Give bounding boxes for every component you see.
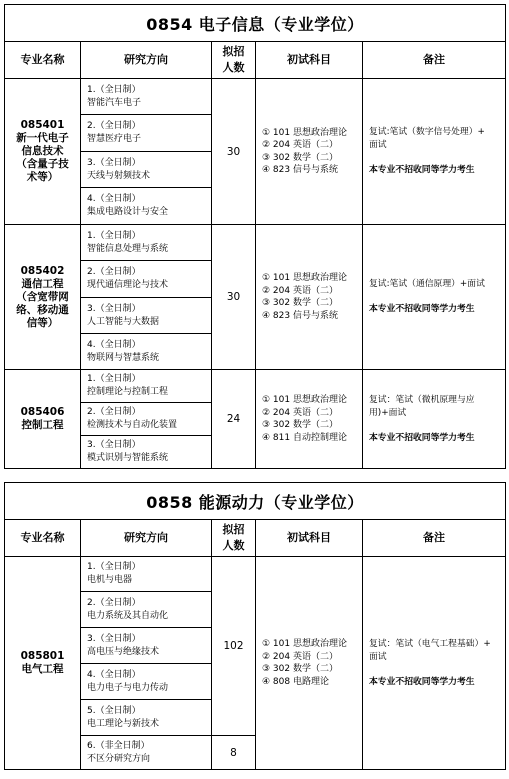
subject-item: ② 204 英语（二）: [262, 140, 338, 150]
subject-item: ③ 302 数学（二）: [262, 152, 338, 163]
direction-name: 控制理论与控制工程: [87, 387, 169, 397]
note-line: 用)+面试: [369, 407, 407, 418]
header-quota-line2: 人数: [222, 61, 245, 74]
direction-name: 人工智能与大数据: [87, 316, 160, 327]
header-quota-line1: 拟招: [222, 45, 245, 58]
direction-mode: 3.（全日制）: [87, 440, 141, 450]
header-quota-line2: 人数: [222, 539, 245, 552]
direction-mode: 4.（全日制）: [87, 194, 141, 204]
notes-cell: [363, 557, 506, 770]
direction-mode: 2.（全日制）: [87, 597, 141, 608]
major-code: 085801: [20, 650, 65, 662]
major-name-line: 电气工程: [21, 663, 64, 675]
note-strong: 本专业不招收同等学力考生: [369, 304, 475, 314]
direction-mode: 3.（全日制）: [87, 633, 141, 644]
direction-name: 集成电路设计与安全: [87, 207, 169, 217]
major-name-line: 新一代电子: [16, 132, 69, 144]
direction-cell: [81, 403, 212, 436]
direction-mode: 2.（全日制）: [87, 121, 141, 131]
major-cell: [5, 557, 81, 770]
direction-cell: [81, 370, 212, 403]
header-notes: 备注: [363, 520, 506, 557]
subject-item: ① 101 思想政治理论: [262, 395, 347, 405]
direction-cell: [81, 261, 212, 298]
direction-name: 电力系统及其自动化: [87, 610, 169, 621]
direction-cell: [81, 664, 212, 700]
subject-item: ① 101 思想政治理论: [262, 273, 347, 283]
table-row: [5, 225, 506, 261]
direction-mode: 4.（全日制）: [87, 669, 141, 680]
major-name-line: 信等）: [26, 316, 59, 329]
major-name-line: 控制工程: [21, 419, 64, 431]
direction-name: 天线与射频技术: [87, 170, 151, 181]
quota-cell: 30: [212, 225, 256, 370]
direction-mode: 3.（全日制）: [87, 157, 141, 168]
direction-name: 电机与电器: [87, 575, 133, 585]
direction-mode: 1.（全日制）: [87, 230, 141, 241]
subjects-cell: [256, 370, 363, 469]
subject-item: ① 101 思想政治理论: [262, 639, 347, 649]
direction-cell: [81, 592, 212, 628]
direction-cell: [81, 115, 212, 152]
notes-cell: [363, 370, 506, 469]
direction-name: 检测技术与自动化装置: [87, 420, 178, 430]
header-quota: [212, 520, 256, 557]
quota-cell-part-time: 8: [212, 736, 256, 770]
header-major: 专业名称: [5, 520, 81, 557]
direction-name: 电力电子与电力传动: [87, 682, 169, 693]
subject-item: ④ 823 信号与系统: [262, 165, 338, 175]
direction-name: 现代通信理论与技术: [87, 280, 169, 290]
direction-name: 模式识别与智能系统: [87, 453, 169, 463]
major-cell: [5, 370, 81, 469]
direction-cell: [81, 736, 212, 770]
header-direction: 研究方向: [81, 42, 212, 79]
note-line: 复试：笔试（电气工程基础）+: [369, 638, 491, 649]
subjects-cell: [256, 225, 363, 370]
header-quota-line1: 拟招: [222, 523, 245, 536]
major-name-line: 信息技术: [21, 145, 64, 157]
subjects-cell: [256, 79, 363, 225]
notes-cell: [363, 79, 506, 225]
direction-cell: [81, 436, 212, 469]
note-strong: 本专业不招收同等学力考生: [369, 165, 475, 175]
major-name-line: 通信工程: [21, 277, 64, 290]
major-code: 085401: [20, 119, 65, 131]
direction-mode: 4.（全日制）: [87, 339, 141, 350]
note-line: 复试:笔试（数字信号处理）+: [369, 127, 485, 137]
direction-mode: 1.（全日制）: [87, 374, 141, 384]
subject-item: ② 204 英语（二）: [262, 407, 338, 418]
major-cell: [5, 225, 81, 370]
subject-item: ① 101 思想政治理论: [262, 127, 347, 138]
direction-cell: [81, 225, 212, 261]
direction-cell: [81, 152, 212, 188]
direction-cell: [81, 298, 212, 334]
subject-item: ③ 302 数学（二）: [262, 420, 338, 430]
major-name-line: 术等）: [26, 171, 59, 183]
subject-item: ③ 302 数学（二）: [262, 298, 338, 308]
note-strong: 本专业不招收同等学力考生: [369, 676, 475, 687]
direction-mode: 1.（全日制）: [87, 84, 141, 95]
header-direction: 研究方向: [81, 520, 212, 557]
direction-name: 电工理论与新技术: [87, 718, 160, 729]
table-row: [5, 557, 506, 592]
note-line: 面试: [369, 651, 387, 662]
subject-item: ④ 823 信号与系统: [262, 310, 338, 321]
header-subjects: 初试科目: [256, 42, 363, 79]
quota-cell: 24: [212, 370, 256, 469]
direction-cell: [81, 628, 212, 664]
subject-item: ③ 302 数学（二）: [262, 664, 338, 674]
notes-cell: [363, 225, 506, 370]
note-line: 面试: [369, 140, 387, 150]
subject-item: ④ 808 电路理论: [262, 676, 329, 687]
quota-cell: 102: [212, 557, 256, 736]
header-notes: 备注: [363, 42, 506, 79]
table-title: 0858 能源动力（专业学位）: [5, 483, 506, 520]
direction-cell: [81, 188, 212, 225]
note-line: 复试：笔试（微机原理与应: [369, 394, 475, 405]
quota-cell: 30: [212, 79, 256, 225]
header-row: [5, 42, 506, 79]
major-code: 085402: [20, 264, 65, 277]
header-quota: [212, 42, 256, 79]
direction-name: 智慧医疗电子: [87, 134, 142, 144]
direction-mode: 2.（全日制）: [87, 267, 141, 277]
header-major: 专业名称: [5, 42, 81, 79]
direction-name: 智能汽车电子: [87, 97, 142, 108]
subject-item: ④ 811 自动控制理论: [262, 432, 347, 443]
direction-name: 高电压与绝缘技术: [87, 646, 160, 657]
direction-mode: 5.（全日制）: [87, 705, 141, 716]
table-title: 0854 电子信息（专业学位）: [5, 5, 506, 42]
admissions-table-0854: [4, 4, 506, 469]
direction-cell: [81, 700, 212, 736]
admissions-table-0858: [4, 482, 506, 770]
major-name-line: （含宽带网: [16, 290, 69, 303]
major-name-line: 络、移动通: [16, 303, 69, 316]
direction-name: 物联网与智慧系统: [87, 352, 160, 363]
direction-name: 智能信息处理与系统: [87, 243, 169, 254]
direction-mode: 1.（全日制）: [87, 562, 141, 572]
major-cell: [5, 79, 81, 225]
direction-cell: [81, 334, 212, 370]
table-row: [5, 79, 506, 115]
direction-mode: 2.（全日制）: [87, 407, 141, 417]
direction-cell: [81, 79, 212, 115]
direction-mode: 6.（非全日制）: [87, 740, 150, 751]
note-strong: 本专业不招收同等学力考生: [369, 432, 475, 443]
table-row: [5, 370, 506, 403]
header-row: [5, 520, 506, 557]
subject-item: ② 204 英语（二）: [262, 651, 338, 662]
direction-name: 不区分研究方向: [87, 753, 151, 764]
subjects-cell: [256, 557, 363, 770]
major-name-line: （含量子技: [16, 158, 69, 170]
direction-cell: [81, 557, 212, 592]
major-code: 085406: [20, 406, 65, 418]
direction-mode: 3.（全日制）: [87, 303, 141, 314]
note-line: 复试:笔试（通信原理）+面试: [369, 279, 485, 289]
subject-item: ② 204 英语（二）: [262, 285, 338, 296]
header-subjects: 初试科目: [256, 520, 363, 557]
